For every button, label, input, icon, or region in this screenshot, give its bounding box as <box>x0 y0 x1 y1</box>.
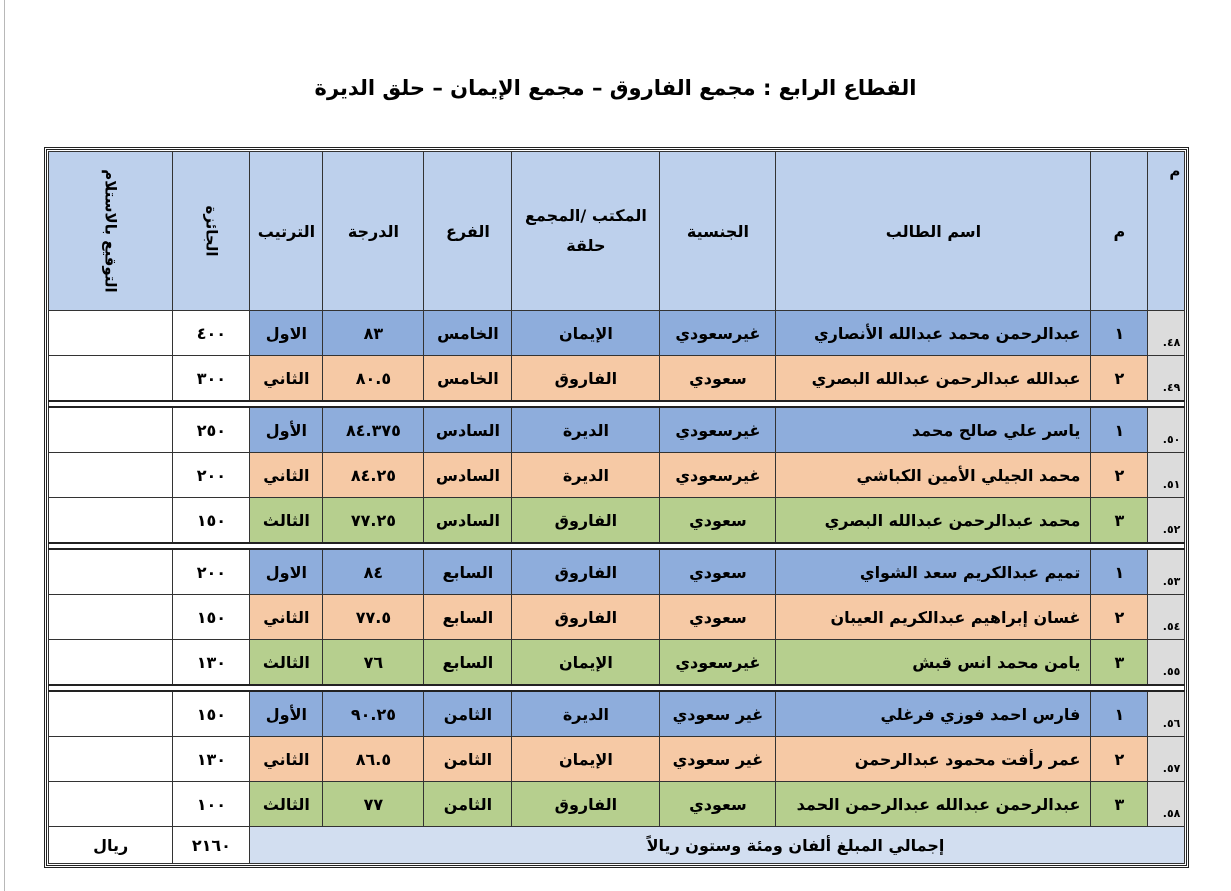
rank-no-cell: ٣ <box>1091 498 1148 544</box>
student-name-cell: عمر رأفت محمود عبدالرحمن <box>776 737 1091 782</box>
prize-cell: ١٥٠ <box>173 595 250 640</box>
student-name-cell: تميم عبدالكريم سعد الشواي <box>776 549 1091 595</box>
signature-cell <box>49 640 173 686</box>
seq-cell: ٥٤. <box>1148 595 1185 640</box>
prize-cell: ٣٠٠ <box>173 356 250 402</box>
office-cell: الديرة <box>512 453 660 498</box>
branch-cell: السابع <box>424 595 512 640</box>
grade-cell: ٧٧.٥ <box>323 595 424 640</box>
awards-table <box>48 151 1185 864</box>
branch-cell: السادس <box>424 453 512 498</box>
signature-cell <box>49 782 173 827</box>
header-grade-label: الدرجة <box>347 221 399 241</box>
rank-cell: الاول <box>250 549 323 595</box>
grade-cell: ٩٠.٢٥ <box>323 691 424 737</box>
prize-cell: ١٥٠ <box>173 691 250 737</box>
grade-cell: ٧٧ <box>323 782 424 827</box>
table-row <box>49 498 1185 544</box>
seq-cell: ٥٢. <box>1148 498 1185 544</box>
header-office-line2: حلقة <box>566 236 606 255</box>
grade-cell: ٨٤ <box>323 549 424 595</box>
signature-cell <box>49 549 173 595</box>
office-cell: الديرة <box>512 691 660 737</box>
prize-cell: ٤٠٠ <box>173 311 250 356</box>
seq-cell: ٥٠. <box>1148 407 1185 453</box>
grade-cell: ٨٤.٢٥ <box>323 453 424 498</box>
seq-cell: ٥٥. <box>1148 640 1185 686</box>
student-name-cell: فارس احمد فوزي فرغلي <box>776 691 1091 737</box>
branch-cell: السادس <box>424 407 512 453</box>
branch-cell: الخامس <box>424 356 512 402</box>
nationality-cell: سعودي <box>660 595 776 640</box>
header-grade <box>323 152 424 311</box>
student-name-cell: عبدالرحمن عبدالله عبدالرحمن الحمد <box>776 782 1091 827</box>
awards-table-frame <box>44 147 1189 868</box>
nationality-cell: غير سعودي <box>660 691 776 737</box>
table-row <box>49 356 1185 402</box>
header-prize-label: الجائزة <box>202 205 221 257</box>
rank-cell: الأول <box>250 691 323 737</box>
header-rank-no <box>1091 152 1148 311</box>
signature-cell <box>49 595 173 640</box>
header-branch-label: الفرع <box>445 221 490 241</box>
signature-cell <box>49 691 173 737</box>
seq-cell: ٤٩. <box>1148 356 1185 402</box>
rank-cell: الاول <box>250 311 323 356</box>
rank-cell: الثالث <box>250 782 323 827</box>
rank-no-cell: ١ <box>1091 407 1148 453</box>
rank-no-cell: ١ <box>1091 549 1148 595</box>
rank-cell: الثاني <box>250 356 323 402</box>
prize-cell: ١٠٠ <box>173 782 250 827</box>
seq-cell: ٥٦. <box>1148 691 1185 737</box>
rank-no-cell: ٣ <box>1091 640 1148 686</box>
header-prize <box>173 152 250 311</box>
seq-cell: ٥٣. <box>1148 549 1185 595</box>
grade-cell: ٧٦ <box>323 640 424 686</box>
prize-cell: ١٣٠ <box>173 737 250 782</box>
seq-cell: ٥٨. <box>1148 782 1185 827</box>
signature-cell <box>49 311 173 356</box>
office-cell: الديرة <box>512 407 660 453</box>
rank-cell: الثالث <box>250 640 323 686</box>
student-name-cell: محمد عبدالرحمن عبدالله البصري <box>776 498 1091 544</box>
grade-cell: ٨٠.٥ <box>323 356 424 402</box>
seq-cell: ٥١. <box>1148 453 1185 498</box>
rank-no-cell: ٣ <box>1091 782 1148 827</box>
nationality-cell: سعودي <box>660 498 776 544</box>
student-name-cell: عبدالرحمن محمد عبدالله الأنصاري <box>776 311 1091 356</box>
prize-cell: ٢٠٠ <box>173 549 250 595</box>
nationality-cell: غيرسعودي <box>660 407 776 453</box>
awards-table-body <box>49 311 1185 827</box>
branch-cell: الخامس <box>424 311 512 356</box>
rank-cell: الثاني <box>250 453 323 498</box>
table-row <box>49 453 1185 498</box>
table-row <box>49 691 1185 737</box>
rank-no-cell: ١ <box>1091 311 1148 356</box>
table-row <box>49 782 1185 827</box>
rank-no-cell: ١ <box>1091 691 1148 737</box>
branch-cell: الثامن <box>424 737 512 782</box>
total-label: إجمالي المبلغ ألفان ومئة وستون ريالاً <box>250 827 1185 864</box>
header-rank <box>250 152 323 311</box>
branch-cell: الثامن <box>424 782 512 827</box>
prize-cell: ١٣٠ <box>173 640 250 686</box>
grade-cell: ٧٧.٢٥ <box>323 498 424 544</box>
header-seq: م <box>1148 152 1185 311</box>
nationality-cell: غيرسعودي <box>660 453 776 498</box>
student-name-cell: يامن محمد انس قبش <box>776 640 1091 686</box>
signature-cell <box>49 356 173 402</box>
seq-cell: ٥٧. <box>1148 737 1185 782</box>
student-name-cell: ياسر علي صالح محمد <box>776 407 1091 453</box>
rank-no-cell: ٢ <box>1091 453 1148 498</box>
total-row <box>49 827 1185 864</box>
header-name <box>776 152 1091 311</box>
table-row <box>49 737 1185 782</box>
header-rank-label: الترتيب <box>257 221 316 241</box>
prize-cell: ١٥٠ <box>173 498 250 544</box>
nationality-cell: سعودي <box>660 782 776 827</box>
office-cell: الإيمان <box>512 737 660 782</box>
branch-cell: السابع <box>424 640 512 686</box>
header-signature-label: التوقيع بالاستلام <box>101 169 120 293</box>
nationality-cell: سعودي <box>660 549 776 595</box>
header-branch <box>424 152 512 311</box>
header-office-line1: المكتب /المجمع <box>525 206 647 225</box>
student-name-cell: غسان إبراهيم عبدالكريم العيبان <box>776 595 1091 640</box>
rank-no-cell: ٢ <box>1091 356 1148 402</box>
prize-cell: ٢٠٠ <box>173 453 250 498</box>
branch-cell: السابع <box>424 549 512 595</box>
header-nationality <box>660 152 776 311</box>
document-title: القطاع الرابع : مجمع الفاروق – مجمع الإيمان – حلق الديرة <box>314 76 917 100</box>
header-office <box>512 152 660 311</box>
rank-cell: الأول <box>250 407 323 453</box>
nationality-cell: سعودي <box>660 356 776 402</box>
header-rank-no-label: م <box>1113 221 1126 241</box>
total-currency: ريال <box>49 827 173 864</box>
table-row <box>49 407 1185 453</box>
rank-cell: الثالث <box>250 498 323 544</box>
table-row <box>49 595 1185 640</box>
total-amount: ٢١٦٠ <box>173 827 250 864</box>
grade-cell: ٨٤.٣٧٥ <box>323 407 424 453</box>
nationality-cell: غيرسعودي <box>660 311 776 356</box>
office-cell: الفاروق <box>512 595 660 640</box>
student-name-cell: محمد الجيلي الأمين الكباشي <box>776 453 1091 498</box>
header-name-label: اسم الطالب <box>885 221 982 241</box>
signature-cell <box>49 498 173 544</box>
header-nationality-label: الجنسية <box>686 221 749 241</box>
office-cell: الإيمان <box>512 640 660 686</box>
student-name-cell: عبدالله عبدالرحمن عبدالله البصري <box>776 356 1091 402</box>
signature-cell <box>49 407 173 453</box>
rank-cell: الثاني <box>250 737 323 782</box>
table-row <box>49 640 1185 686</box>
branch-cell: السادس <box>424 498 512 544</box>
office-cell: الفاروق <box>512 356 660 402</box>
grade-cell: ٨٦.٥ <box>323 737 424 782</box>
office-cell: الفاروق <box>512 549 660 595</box>
office-cell: الفاروق <box>512 782 660 827</box>
header-row <box>49 152 1185 311</box>
rank-no-cell: ٢ <box>1091 595 1148 640</box>
nationality-cell: غيرسعودي <box>660 640 776 686</box>
rank-cell: الثاني <box>250 595 323 640</box>
rank-no-cell: ٢ <box>1091 737 1148 782</box>
office-cell: الفاروق <box>512 498 660 544</box>
branch-cell: الثامن <box>424 691 512 737</box>
table-row <box>49 311 1185 356</box>
signature-cell <box>49 453 173 498</box>
grade-cell: ٨٣ <box>323 311 424 356</box>
seq-cell: ٤٨. <box>1148 311 1185 356</box>
prize-cell: ٢٥٠ <box>173 407 250 453</box>
office-cell: الإيمان <box>512 311 660 356</box>
signature-cell <box>49 737 173 782</box>
header-signature <box>49 152 173 311</box>
page-edge <box>4 0 5 891</box>
nationality-cell: غير سعودي <box>660 737 776 782</box>
table-row <box>49 549 1185 595</box>
